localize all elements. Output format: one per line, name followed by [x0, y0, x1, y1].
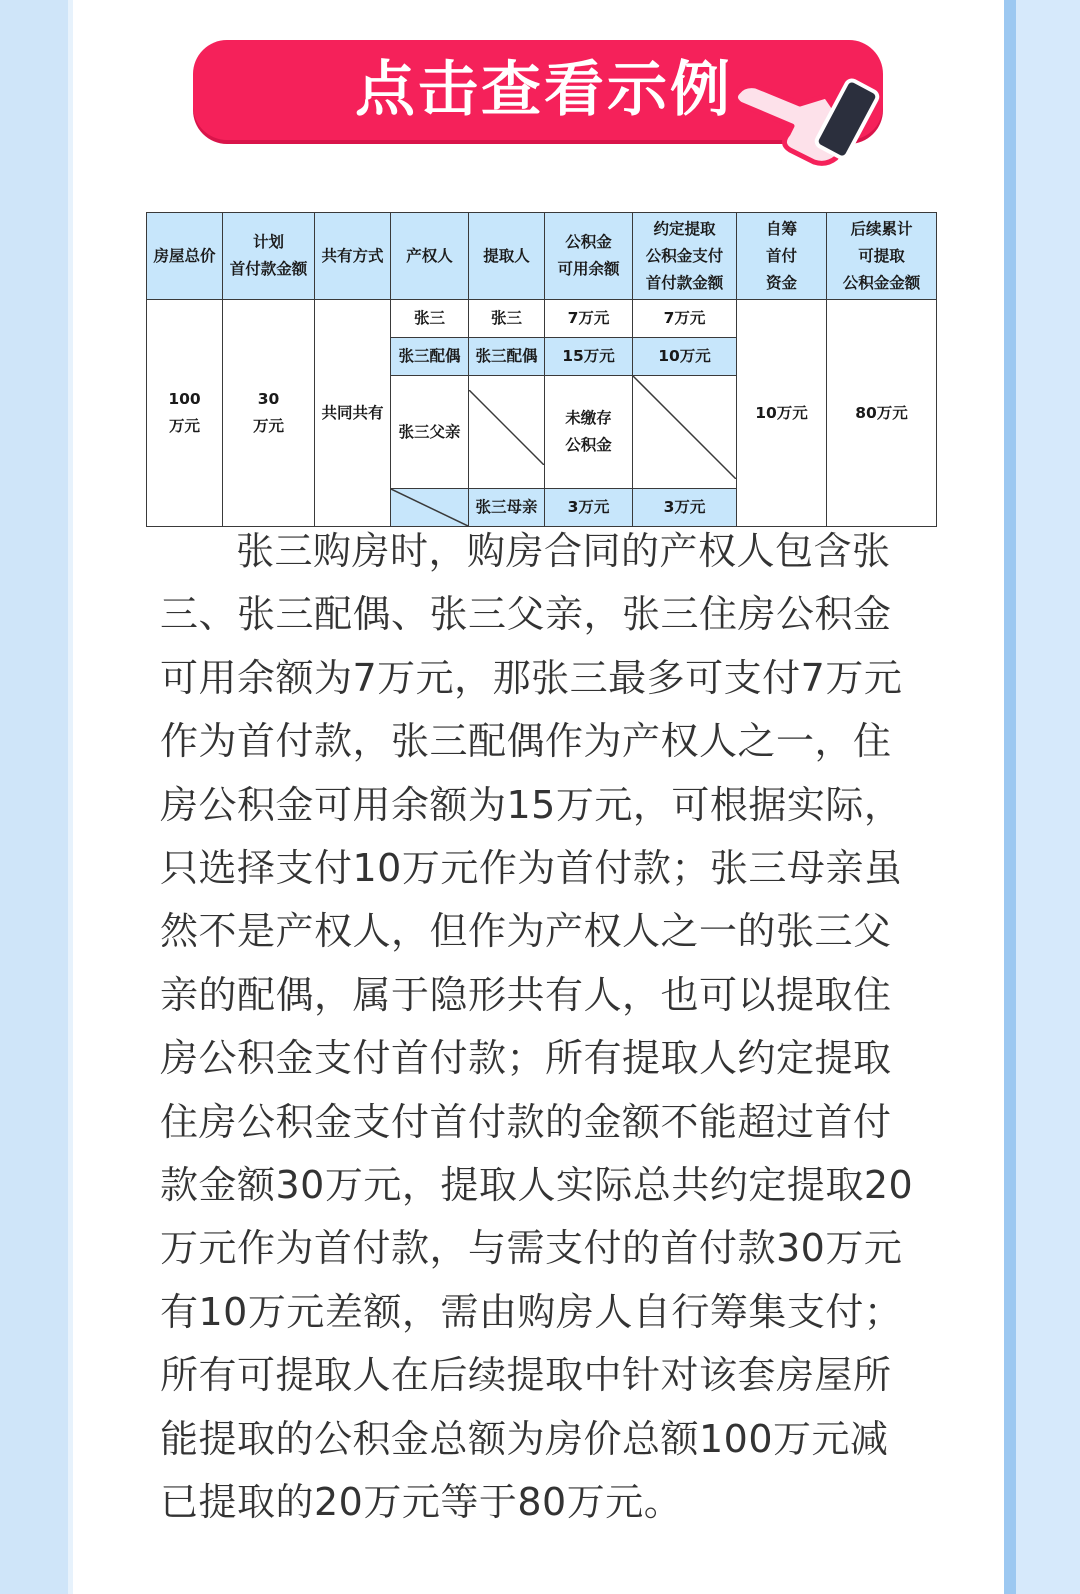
withdrawer-cell: 张三母亲 [469, 489, 545, 527]
header-co-ownership: 共有方式 [315, 213, 391, 300]
owner-cell: 张三配偶 [391, 338, 469, 376]
header-owner: 产权人 [391, 213, 469, 300]
owner-cell: 张三父亲 [391, 376, 469, 489]
balance-cell: 7万元 [545, 300, 633, 338]
balance-cell: 15万元 [545, 338, 633, 376]
down-payment-cell: 30 万元 [223, 300, 315, 527]
header-future-withdrawable: 后续累计 可提取 公积金金额 [827, 213, 937, 300]
left-side-panel [0, 0, 73, 1594]
example-table [146, 212, 937, 527]
self-funds-cell: 10万元 [737, 300, 827, 527]
agreed-cell: 7万元 [633, 300, 737, 338]
header-self-funds: 自筹 首付 资金 [737, 213, 827, 300]
agreed-cell: 3万元 [633, 489, 737, 527]
header-fund-balance: 公积金 可用余额 [545, 213, 633, 300]
agreed-empty-cell [633, 376, 737, 489]
withdrawer-empty-cell [469, 376, 545, 489]
header-agreed-withdrawal: 约定提取 公积金支付 首付款金额 [633, 213, 737, 300]
withdrawer-cell: 张三配偶 [469, 338, 545, 376]
banner-label: 点击查看示例 [355, 55, 733, 125]
future-withdrawable-cell: 80万元 [827, 300, 937, 527]
diagonal-line [469, 390, 544, 465]
house-price-cell: 100 万元 [147, 300, 223, 527]
balance-cell: 未缴存 公积金 [545, 376, 633, 489]
header-house-price: 房屋总价 [147, 213, 223, 300]
withdrawer-cell: 张三 [469, 300, 545, 338]
pointing-hand-icon [730, 74, 880, 166]
explanation-paragraph: 张三购房时，购房合同的产权人包含张三、张三配偶、张三父亲，张三住房公积金可用余额为7万元，那张三最多可支付7万元作为首付款，张三配偶作为产权人之一，住房公积金可用余额为15万元，可根据实际，只选择支付10万元作为首付款；张三母亲虽然不是产权人，但作为产权人之一的张三父亲的配偶，属于隐形共有人，也可以提取住房公积金支付首付款；所有提取人约定提取住房公积金支付首付款的金额不能超过首付款金额30万元，提取人实际总共约定提取20万元作为首付款，与需支付的首付款30万元有10万元差额，需由购房人自行筹集支付；所有可提取人在后续提取中针对该套房屋所能提取的公积金总额为房价总额100万元减已提取的20万元等于80万元。 [160, 529, 914, 1525]
right-side-panel [1004, 0, 1080, 1594]
table-header-row [147, 213, 937, 300]
diagonal-line [633, 376, 736, 479]
example-table-container [146, 212, 936, 516]
table-row [147, 300, 937, 338]
balance-cell: 3万元 [545, 489, 633, 527]
header-planned-down-payment: 计划 首付款金额 [223, 213, 315, 300]
owner-cell: 张三 [391, 300, 469, 338]
co-ownership-cell: 共同共有 [315, 300, 391, 527]
header-withdrawer: 提取人 [469, 213, 545, 300]
agreed-cell: 10万元 [633, 338, 737, 376]
